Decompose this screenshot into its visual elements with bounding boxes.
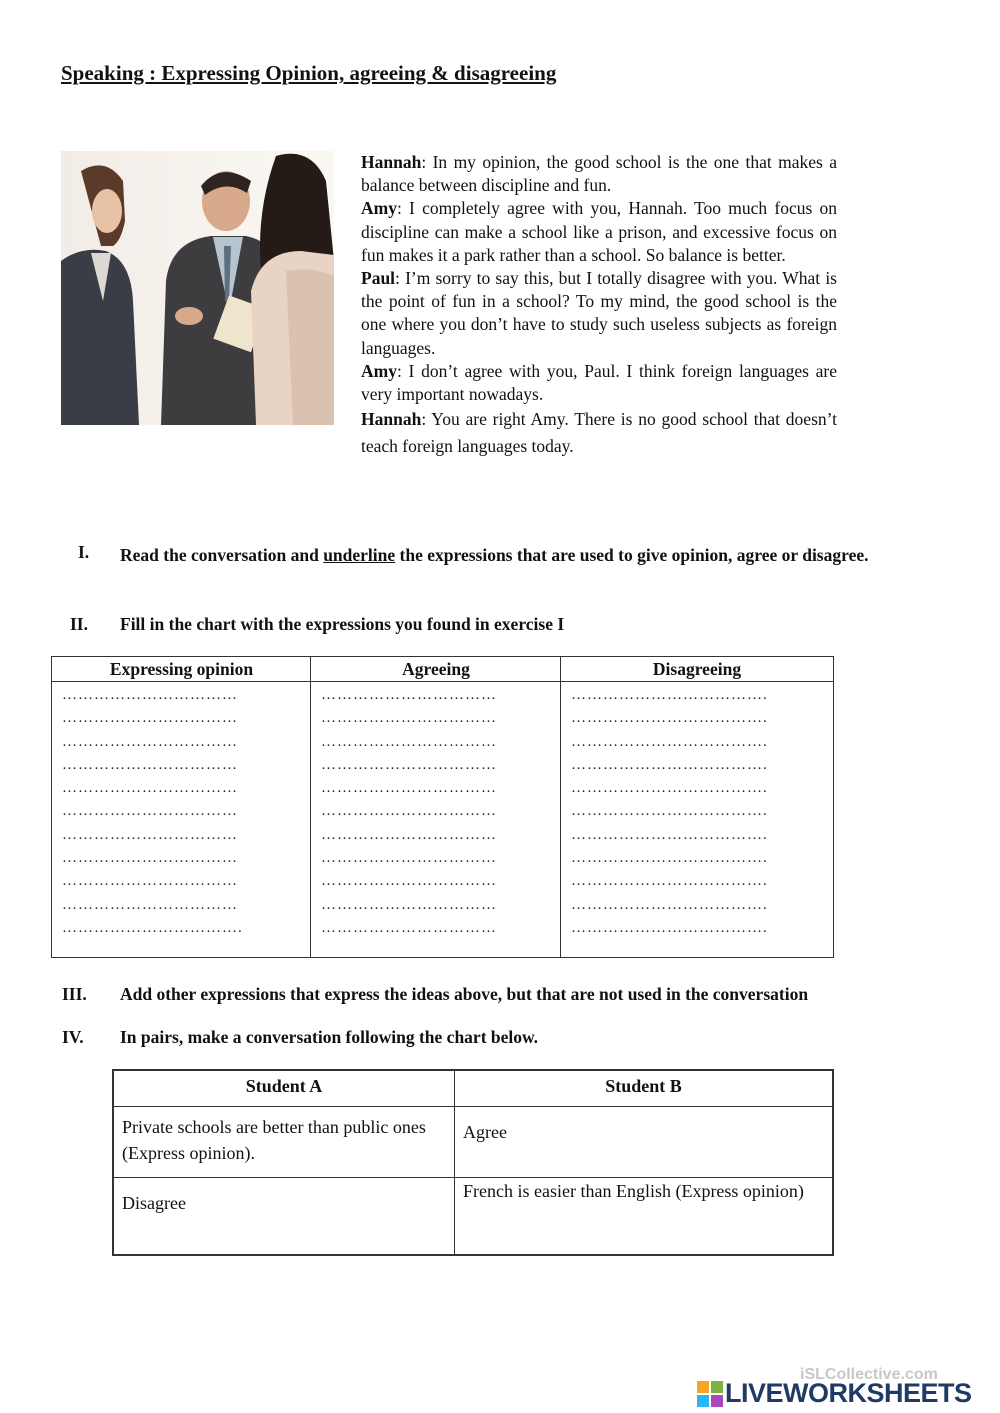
chart-column-opinion (52, 657, 311, 957)
speaker-name: Amy (361, 360, 397, 381)
exercise-1 (62, 542, 922, 602)
dialogue-line: Amy: I don’t agree with you, Paul. I think foreign languages are very important nowadays. (361, 360, 837, 405)
exercise-instruction: Add other expressions that express the ideas above, but that are not used in the conversation (120, 984, 809, 1004)
speaker-name: Hannah (361, 409, 422, 430)
page-title: Speaking : Expressing Opinion, agreeing & disagreeing (61, 61, 557, 85)
watermark-text: iSLCollective.com (800, 1366, 938, 1383)
exercise-2 (62, 614, 922, 642)
liveworksheets-logo[interactable] (697, 1378, 972, 1408)
table-header-student-b: Student B (455, 1071, 833, 1107)
exercise-number: I. (78, 542, 90, 562)
exercise-4 (62, 1027, 922, 1055)
table-cell: French is easier than English (Express opinion) (455, 1178, 833, 1255)
speaker-name: Paul (361, 268, 396, 289)
table-header-student-a: Student A (114, 1071, 455, 1107)
exercise-number: II. (70, 614, 88, 634)
fill-in-lines[interactable]: ………………………………. ………………………………. ………………………………. ………………………………. ………………………………. ………………………………. ………………………………. ………………………………. ………………………………. ………………………………. ………………………………. (571, 687, 768, 936)
chart-header: Disagreeing (561, 657, 833, 682)
dialogue-text (361, 151, 837, 460)
speaker-name: Amy (361, 198, 397, 219)
exercise-instruction: In pairs, make a conversation following the chart below. (120, 1027, 539, 1047)
table-cell: Disagree (114, 1178, 455, 1255)
table-cell: Agree (455, 1107, 833, 1178)
pair-conversation-table (112, 1069, 834, 1256)
chart-column-disagreeing (560, 657, 833, 957)
speaker-name: Hannah (361, 152, 422, 172)
exercise-number: III. (62, 984, 87, 1004)
dialogue-line: Paul: I’m sorry to say this, but I totally disagree with you. What is the point of fun in a school? To my mind, the good school is the one where you don’t have to study such useless subjects as foreign languages. (361, 268, 837, 358)
liveworksheets-icon (697, 1381, 723, 1407)
table-cell: Private schools are better than public ones (Express opinion). (114, 1107, 455, 1178)
expressions-chart (51, 656, 834, 958)
dialogue-line: Amy: I completely agree with you, Hannah. Too much focus on discipline can make a school like a prison, and excessive focus on fun makes it a park rather than a school. So balance is better. (361, 198, 837, 265)
exercise-instruction: Read the conversation and underline the expressions that are used to give opinion, agree or disagree. (120, 545, 869, 565)
brand-name: LIVEWORKSHEETS (725, 1378, 972, 1408)
photo-people-talking (61, 151, 334, 425)
fill-in-lines[interactable]: …………………………… …………………………… …………………………… …………………………… …………………………… …………………………… …………………………… …………………………… …………………………… …………………………… ……………………………. (62, 687, 243, 936)
dialogue-line: Hannah: You are right Amy. There is no good school that doesn’t teach foreign languages today. (361, 409, 837, 457)
dialogue-line: Hannah: In my opinion, the good school is the one that makes a balance between discipline and fun. (361, 152, 837, 196)
exercise-3 (62, 984, 942, 1012)
exercise-number: IV. (62, 1027, 84, 1047)
chart-column-agreeing (310, 657, 561, 957)
exercise-instruction: Fill in the chart with the expressions you found in exercise I (120, 614, 565, 634)
fill-in-lines[interactable]: …………………………… …………………………… …………………………… …………………………… …………………………… …………………………… …………………………… …………………………… …………………………… …………………………… …………………………… (321, 687, 497, 936)
chart-header: Agreeing (311, 657, 561, 682)
chart-header: Expressing opinion (52, 657, 311, 682)
